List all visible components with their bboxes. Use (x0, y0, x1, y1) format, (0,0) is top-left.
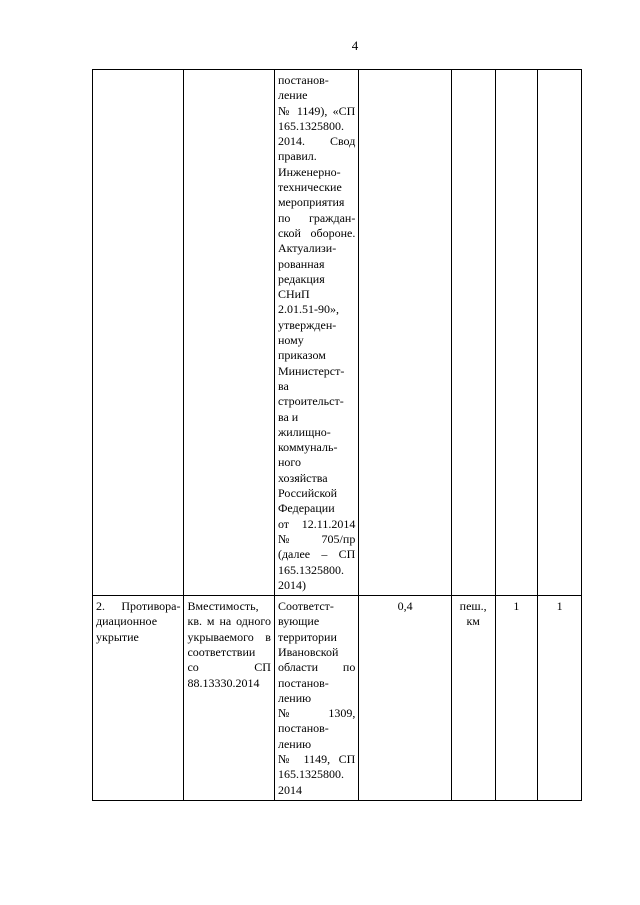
page-number: 4 (351, 38, 359, 53)
text-line: строительст- (277, 394, 344, 409)
cell-count-a (495, 70, 538, 596)
text-line: Ивановской (277, 644, 339, 659)
object-name-text (96, 599, 180, 645)
cell-count-b: 1 (538, 596, 582, 801)
text-line: № 1309, (277, 706, 356, 721)
text-line: 2014) (277, 577, 306, 592)
text-line: от 12.11.2014 (277, 516, 356, 531)
text-line: со СП (187, 660, 271, 675)
text-line: пеш., (459, 599, 487, 614)
text-line: укрытие (96, 629, 139, 644)
cell-object-name (93, 596, 184, 801)
text-line: ного (277, 455, 301, 470)
text-line: Российской (277, 486, 338, 501)
cell-count-b (538, 70, 582, 596)
cell-count-a: 1 (495, 596, 538, 801)
legal-basis-text (278, 73, 355, 593)
text-line: № 1149), «СП (277, 103, 356, 118)
text-line: вующие (277, 614, 320, 629)
cell-indicator (184, 70, 274, 596)
text-line: постанов- (277, 675, 329, 690)
text-line: Министерст- (277, 363, 345, 378)
text-line: (далее – СП (277, 547, 356, 562)
text-line: 88.13330.2014 (187, 675, 260, 690)
text-line: ской обороне. (277, 225, 356, 240)
cell-value: 0,4 (359, 596, 452, 801)
norms-table (92, 69, 582, 801)
text-line: правил. (277, 149, 317, 164)
text-line: редакция (277, 271, 325, 286)
text-line: Соответст- (277, 599, 334, 614)
text-line: ва и (277, 409, 299, 424)
text-line: соответствии (187, 644, 256, 659)
text-line: № 1149, СП (277, 752, 356, 767)
text-line: технические (277, 180, 342, 195)
text-line: ва (277, 378, 289, 393)
text-line: рованная (277, 256, 325, 271)
text-line: № 705/пр (277, 531, 356, 546)
text-line: постанов- (277, 721, 329, 736)
cell-object-name (93, 70, 184, 596)
text-line: утвержден- (277, 317, 337, 332)
text-line: Актуализи- (277, 241, 337, 256)
text-line: жилищно- (277, 424, 331, 439)
text-line: приказом (277, 348, 326, 363)
text-line: мероприятия (277, 195, 345, 210)
text-line: территории (277, 629, 337, 644)
text-line: 165.1325800. (277, 767, 344, 782)
text-line: Вместимость, (187, 599, 259, 614)
text-line: хозяйства (277, 470, 328, 485)
cell-value (359, 70, 452, 596)
table-row (93, 70, 582, 596)
text-line: по граждан- (277, 210, 356, 225)
text-line: 2. Противора- (96, 599, 181, 614)
cell-legal-basis (274, 596, 358, 801)
text-line: лению (277, 736, 312, 751)
text-line: укрываемого в (187, 629, 271, 644)
text-line: коммуналь- (277, 440, 338, 455)
text-line: Инженерно- (277, 164, 341, 179)
text-line: км (466, 614, 480, 629)
text-line: 165.1325800. (277, 562, 344, 577)
table-row (93, 596, 582, 801)
text-line: 2014. Свод (277, 134, 356, 149)
text-line: СНиП (277, 287, 310, 302)
text-line: лению (277, 690, 312, 705)
cell-indicator (184, 596, 274, 801)
legal-basis-text (278, 599, 355, 798)
text-line: Федерации (277, 501, 335, 516)
cell-legal-basis (274, 70, 358, 596)
text-line: ление (277, 88, 308, 103)
indicator-text (187, 599, 270, 691)
text-line: 165.1325800. (277, 118, 344, 133)
text-line: ному (277, 333, 304, 348)
text-line: постанов- (277, 73, 329, 87)
text-line: 2014 (277, 782, 302, 797)
unit-text (455, 599, 492, 630)
cell-unit (451, 596, 495, 801)
cell-unit (451, 70, 495, 596)
text-line: диационное (96, 614, 158, 629)
text-line: 2.01.51-90», (277, 302, 339, 317)
text-line: кв. м на одного (187, 614, 271, 629)
text-line: области по (277, 660, 356, 675)
